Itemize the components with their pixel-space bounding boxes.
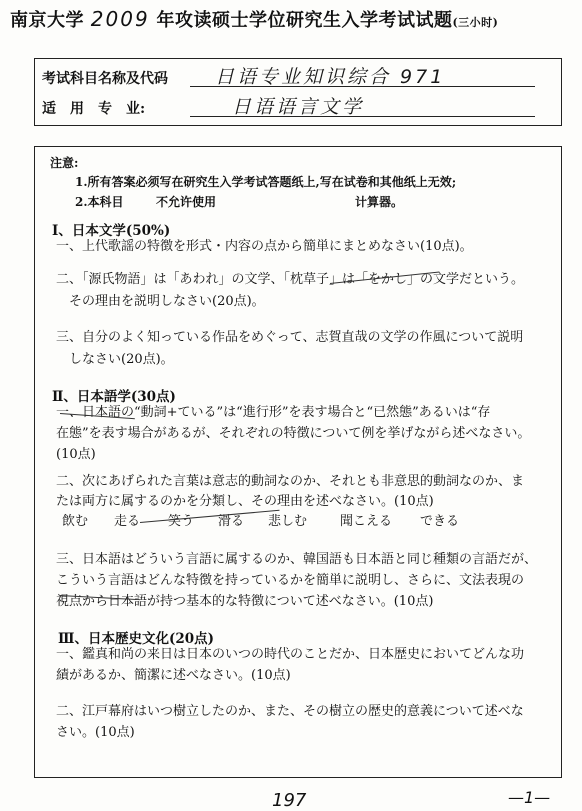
section-2-q2-line-1: 二、次にあげられた言葉は意志的動詞なのか、それとも非意思的動詞なのか、ま	[56, 474, 525, 489]
section-3-q2-line-2: さい。(10点)	[56, 725, 135, 740]
notice-item-2-middle: 不允许使用	[156, 195, 217, 209]
section-1-q3-line-2: しなさい(20点)。	[56, 352, 174, 367]
word-item: できる	[420, 514, 460, 529]
word-item: 悲しむ	[268, 514, 308, 529]
word-item: 笑う	[168, 514, 195, 529]
section-1-title: Ⅰ、日本文学(50%)	[52, 223, 171, 239]
subject-name-label: 考试科目名称及代码	[42, 71, 168, 87]
word-item: 走る	[114, 514, 141, 529]
page-code: 197	[272, 790, 307, 811]
section-1-q3-line-1: 三、自分のよく知っている作品をめぐって、志賀直哉の文学の作風について説明	[56, 330, 524, 345]
major-value: 日语语言文学	[232, 96, 365, 118]
notice-title: 注意:	[50, 156, 79, 170]
section-3-q2-line-1: 二、江戸幕府はいつ樹立したのか、また、その樹立の歴史的意義について述べな	[56, 704, 524, 719]
exam-duration: (三小时)	[452, 16, 499, 29]
section-2-q1-line-2: 在態”を表す場合があるが、それぞれの特徴について例を挙げながら述べなさい。	[56, 426, 531, 441]
section-2-q3-line-1: 三、日本語はどういう言語に属するのか、韓国語も日本語と同じ種類の言語だが、	[56, 552, 538, 567]
exam-year: 2009	[90, 7, 150, 31]
section-3-q1-line-1: 一、鑑真和尚の来日は日本のいつの時代のことだか、日本歴史においてどんな功	[56, 647, 525, 662]
section-2-q1-line-1: 一、日本語の“動詞+ている”は“進行形”を表す場合と“已然態”あるいは“存	[56, 405, 491, 420]
section-2-q3-line-3: 視点から日本語が持つ基本的な特徴について述べなさい。(10点)	[56, 594, 434, 609]
notice-item-1: 1.所有答案必须写在研究生入学考试答题纸上,写在试卷和其他纸上无效;	[75, 175, 457, 189]
word-item: 聞こえる	[340, 514, 393, 529]
section-2-q3-line-2: こういう言語はどんな特徴を持っているかを簡単に説明し、さらに、文法表現の	[56, 573, 525, 588]
section-2-q1-line-3: (10点)	[56, 447, 96, 462]
section-3-q1-line-2: 績があるか、簡潔に述べなさい。(10点)	[56, 668, 291, 683]
section-2-title: Ⅱ、日本語学(30点)	[52, 389, 176, 405]
major-label: 适 用 专 业:	[42, 101, 146, 117]
university-name: 南京大学	[10, 10, 84, 31]
notice-item-2-suffix: 计算器。	[355, 195, 404, 209]
exam-title: 年攻读硕士学位研究生入学考试试题	[156, 10, 453, 31]
subject-name-value: 日语专业知识综合 971	[215, 66, 446, 88]
word-item: 滑る	[218, 514, 245, 529]
section-2-q2-line-2: たは両方に属するのかを分類し、その理由を述べなさい。(10点)	[56, 494, 434, 509]
section-3-title: Ⅲ、日本歴史文化(20点)	[58, 631, 215, 647]
notice-item-2-prefix: 2.本科目	[75, 195, 124, 209]
section-1-q1-line-1: 一、上代歌謡の特徴を形式・内容の点から簡単にまとめなさい(10点)。	[56, 239, 473, 254]
word-item: 飲む	[62, 514, 89, 529]
page-number: —1—	[508, 788, 551, 807]
section-1-q2-line-2: その理由を説明しなさい(20点)。	[56, 294, 265, 309]
exam-header-title	[10, 6, 580, 32]
section-1-q2-line-1: 二、「源氏物語」は「あわれ」の文学、「枕草子」は「をかし」の文学だという。	[56, 272, 525, 287]
